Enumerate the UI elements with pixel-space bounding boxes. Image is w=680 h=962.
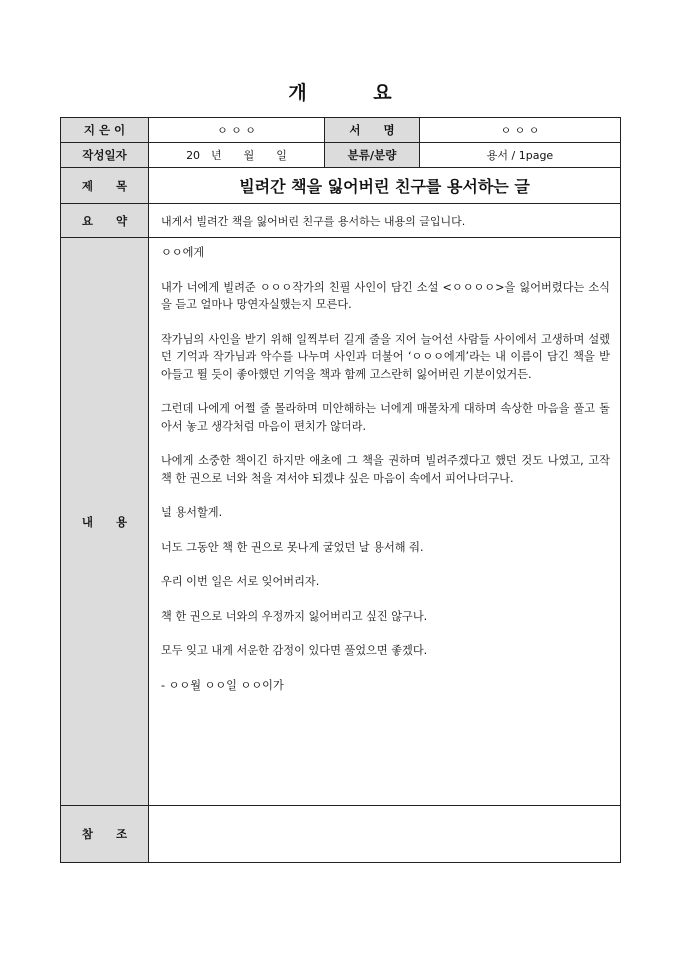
content-paragraph: 나에게 소중한 책이긴 하지만 애초에 그 책을 권하며 빌려주겠다고 했던 것도 나였고, 고작 책 한 권으로 너와 척을 져서야 되겠냐 싶은 마음이 속에서 피어나더구나. (161, 454, 610, 485)
content-body (149, 238, 621, 806)
summary-label: 요 약 (61, 204, 149, 238)
book-title-value: ㅇ ㅇ ㅇ (420, 118, 621, 143)
summary-form-table (60, 117, 621, 863)
content-paragraph: 모두 잊고 내게 서운한 감정이 있다면 풀었으면 좋겠다. (161, 644, 428, 657)
subject-value: 빌려간 책을 잃어버린 친구를 용서하는 글 (149, 168, 621, 204)
content-paragraph: 널 용서할게. (161, 506, 223, 519)
content-paragraph: 내가 너에게 빌려준 ㅇㅇㅇ작가의 친필 사인이 담긴 소설 <ㅇㅇㅇㅇ>을 잃어버렸다는 소식을 듣고 얼마나 망연자실했는지 모른다. (161, 280, 610, 311)
date-value: 20 년 월 일 (149, 143, 325, 168)
content-paragraph: ㅇㅇ에게 (161, 246, 205, 259)
content-paragraph: 그런데 나에게 어쩔 줄 몰라하며 미안해하는 너에게 매몰차게 대하며 속상한 마음을 풀고 돌아서 놓고 생각처럼 마음이 편치가 않더라. (161, 402, 610, 433)
subject-label: 제 목 (61, 168, 149, 204)
content-paragraph: 책 한 권으로 너와의 우정까지 잃어버리고 싶진 않구나. (161, 609, 428, 623)
date-label: 작성일자 (61, 143, 149, 168)
reference-label: 참 조 (61, 806, 149, 863)
content-paragraph: 너도 그동안 책 한 권으로 못나게 굴었던 날 용서해 줘. (161, 540, 424, 554)
category-label: 분류/분량 (325, 143, 420, 168)
author-value: ㅇ ㅇ ㅇ (149, 118, 325, 143)
content-paragraph: 우리 이번 일은 서로 잊어버리자. (161, 575, 320, 588)
content-label: 내 용 (61, 238, 149, 806)
book-title-label: 서 명 (325, 118, 420, 143)
content-paragraph: 작가님의 사인을 받기 위해 일찍부터 길게 줄을 지어 늘어선 사람들 사이에서 고생하며 설렜던 기억과 작가님과 악수를 나누며 사인과 더불어 ‘ㅇㅇㅇ에게’라는 내 이름이 담긴 책을 받아들고 뛸 듯이 좋아했던 기억을 책과 함께 고스란히 잃어버린 기분이었거든. (161, 332, 610, 381)
category-value: 용서 / 1page (420, 143, 621, 168)
reference-value (149, 806, 621, 863)
document-title: 개 요 (288, 82, 422, 104)
author-label: 지 은 이 (61, 118, 149, 143)
content-signature: - ㅇㅇ월 ㅇㅇ일 ㅇㅇ이가 (161, 678, 284, 692)
summary-value: 내게서 빌려간 책을 잃어버린 친구를 용서하는 내용의 글입니다. (149, 204, 621, 238)
